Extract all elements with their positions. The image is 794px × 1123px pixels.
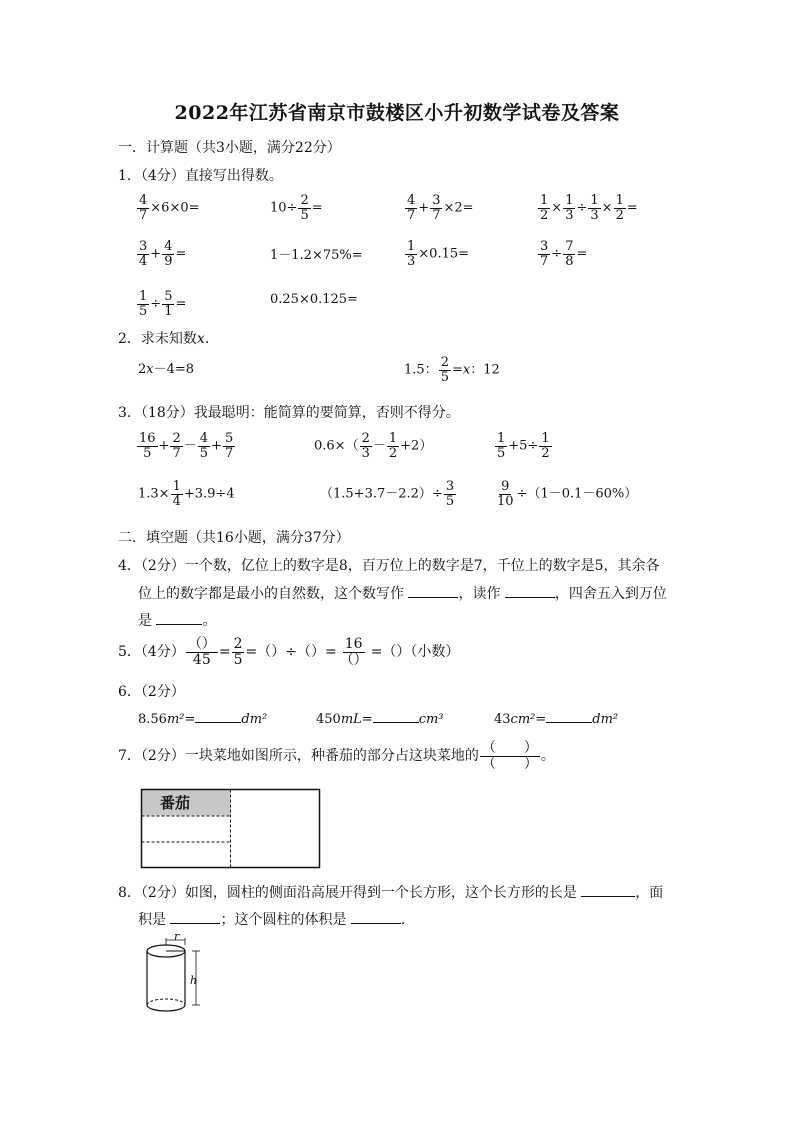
fraction: $\frac{5}{1}$ [164,289,173,319]
q3-item-d: 1.3× $\frac{1}{4}$ +3.9÷4 [138,479,235,509]
fraction: $\frac{1}{3}$ [565,193,574,223]
section-heading-calculation: 一．计算题（共3小题，满分22分） [118,140,341,156]
answer-blank[interactable] [505,585,555,598]
fraction: $\frac{2}{3}$ [361,431,370,461]
question-6-header: 6．（2分） [118,684,185,700]
fraction: $\frac{1}{2}$ [615,193,624,223]
answer-blank[interactable] [373,710,419,723]
cylinder-figure [140,937,220,1017]
fraction: $\frac{2}{7}$ [172,431,181,461]
fraction: $\frac{4}{7}$ [407,193,416,223]
q6-item-c: 43cm²= dm² [494,712,619,727]
section-heading-fill-in: 二．填空题（共16小题，满分37分） [118,530,350,546]
fraction: $\frac{7}{8}$ [565,239,574,269]
q1-item-j: 0.25×0.125= [270,292,358,307]
question-8-line-2: 积是 ；这个圆柱的体积是 . [138,912,406,928]
question-8-line-1: 8．（2分）如图，圆柱的侧面沿高展开得到一个长方形，这个长方形的长是 ，面 [118,885,664,901]
fraction: $\frac{3}{7}$ [432,193,441,223]
fraction: $\frac{3}{7}$ [540,239,549,269]
answer-fraction[interactable]: $\frac{( )}{( )}$ [481,740,538,772]
answer-blank[interactable] [195,710,241,723]
q3-item-e: （1.5+3.7－2.2）÷ $\frac{3}{5}$ [320,479,455,509]
fraction: $\frac{1}{3}$ [590,193,599,223]
q6-item-a: 8.56m²= dm² [138,712,268,727]
height-label: h [190,974,198,987]
q2-equation-1: 2x－4=8 [138,362,195,377]
fraction: $\frac{2}{5}$ [300,193,309,223]
answer-blank[interactable] [408,585,458,598]
tomato-label: 番茄 [160,794,191,812]
answer-blank[interactable] [546,710,592,723]
fraction: $\frac{2}{5}$ [233,636,243,668]
q6-item-b: 450mL= cm³ [316,712,444,727]
fraction: $\frac{1}{2}$ [388,431,398,461]
question-2-header: 2．求未知数x. [118,331,210,347]
fraction: $\frac{4}{7}$ [139,193,148,223]
fraction: $\frac{5}{7}$ [224,431,234,461]
fraction: $\frac{1}{5}$ [139,289,148,319]
fraction: $\frac{1}{2}$ [540,193,549,223]
q1-item-d: $\frac{1}{2}$ × $\frac{1}{3}$ ÷ $\frac{1}{3}$ × $\frac{1}{2}$ = [540,193,638,223]
question-1-header: 1．（4分）直接写出得数。 [118,168,283,184]
page-title: 2022年江苏省南京市鼓楼区小升初数学试卷及答案 [174,102,620,124]
answer-blank[interactable] [170,911,220,924]
radius-label: r [174,930,180,943]
answer-blank[interactable] [156,612,202,625]
q3-item-b: 0.6×（ $\frac{2}{3}$ － $\frac{1}{2}$ +2） [314,431,433,461]
cylinder-bottom-back [147,999,185,1005]
fraction: $\frac{1}{4}$ [172,479,181,509]
q1-item-i: $\frac{1}{5}$ ÷ $\frac{5}{1}$ = [139,289,187,319]
fraction: $\frac{16}{5}$ [139,431,156,461]
q1-item-h: $\frac{3}{7}$ ÷ $\frac{7}{8}$ = [540,239,588,269]
fraction: $\frac{()}{45}$ [187,636,216,668]
fraction: $\frac{1}{3}$ [407,239,416,269]
q1-item-f: 1－1.2×75%= [270,248,363,263]
q1-item-c: $\frac{4}{7}$ + $\frac{3}{7}$ ×2= [407,193,474,223]
question-7: 7．（2分）一块菜地如图所示，种番茄的部分占这块菜地的 $\frac{( )}{( )}$ 。 [118,740,555,772]
question-5: 5．（4分） $\frac{()}{45}$ = $\frac{2}{5}$ =（）÷（）= $\frac{16}{()}$ =（）（小数） [118,636,460,668]
answer-blank[interactable] [581,884,635,897]
fraction: $\frac{4}{5}$ [199,431,209,461]
fraction: $\frac{4}{9}$ [164,239,173,269]
q3-item-a: $\frac{16}{5}$ + $\frac{2}{7}$ － $\frac{4}{5}$ + $\frac{5}{7}$ [139,431,234,461]
question-4-line-3: 是 。 [138,613,217,629]
question-3-header: 3．（18分）我最聪明：能简算的要简算，否则不得分。 [118,405,460,421]
fraction: $\frac{9}{10}$ [497,479,514,509]
fraction: $\frac{2}{5}$ [440,355,449,385]
fraction: $\frac{1}{2}$ [541,431,550,461]
cylinder-bottom-front [147,1005,185,1011]
q1-item-a: $\frac{4}{7}$ ×6×0= [139,193,200,223]
question-4-line-1: 4．（2分）一个数，亿位上的数字是8，百万位上的数字是7，千位上的数字是5，其余各 [118,558,660,574]
fraction: $\frac{3}{5}$ [445,479,455,509]
q3-item-f: $\frac{9}{10}$ ÷（1－0.1－60%） [497,479,638,509]
q3-item-c: $\frac{1}{5}$ +5÷ $\frac{1}{2}$ [497,431,550,461]
fraction: $\frac{1}{5}$ [497,431,506,461]
fraction: $\frac{16}{()}$ [339,636,368,668]
question-4-line-2: 位上的数字都是最小的自然数，这个数写作 ，读作 ，四舍五入到万位 [138,586,667,602]
answer-blank[interactable] [351,911,401,924]
q2-equation-2: 1.5： $\frac{2}{5}$ =x：12 [404,355,500,385]
fraction: $\frac{3}{4}$ [139,239,148,269]
q1-item-g: $\frac{1}{3}$ ×0.15= [407,239,470,269]
q1-item-b: 10÷ $\frac{2}{5}$ = [270,193,323,223]
q1-item-e: $\frac{3}{4}$ + $\frac{4}{9}$ = [139,239,187,269]
